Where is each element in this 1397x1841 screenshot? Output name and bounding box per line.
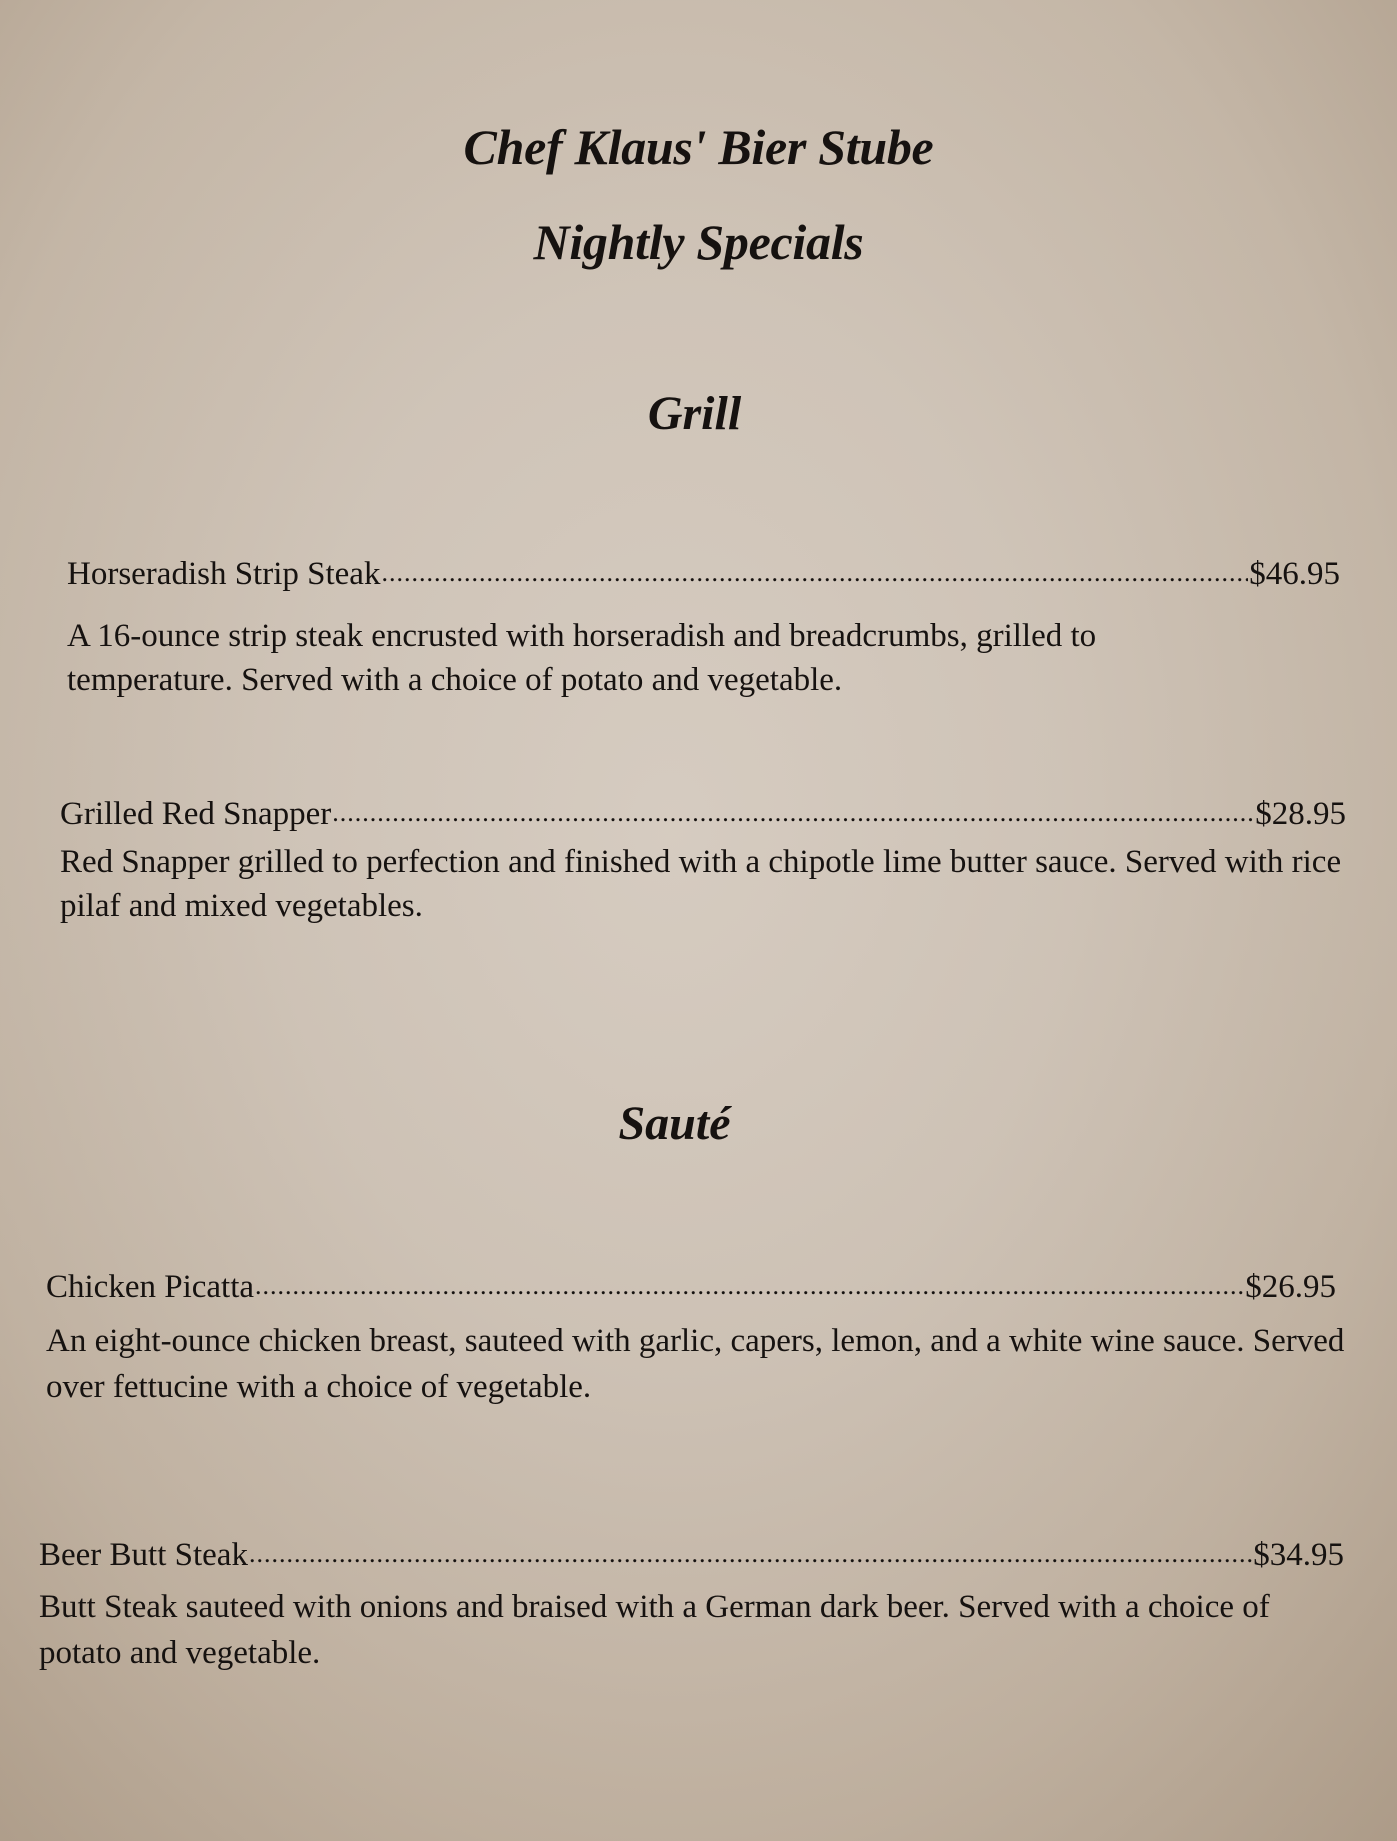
menu-item-price: $26.95 [1245, 1269, 1336, 1305]
menu-item-description: A 16-ounce strip steak encrusted with horseradish and breadcrumbs, grilled to temperature. Served with a choice of potato and vegetable. [67, 618, 1097, 698]
menu-item-price: $46.95 [1249, 556, 1340, 592]
dot-leader [332, 800, 1254, 826]
menu-item-name: Grilled Red Snapper [60, 796, 332, 832]
menu-item-price: $28.95 [1255, 796, 1346, 832]
menu-item-line [60, 798, 1346, 831]
menu-item-line [67, 558, 1340, 591]
section-heading-saute: Sauté [618, 1097, 731, 1150]
menu-item-description: Red Snapper grilled to perfection and finished with a chipotle lime butter sauce. Served with rice pilaf and mixed vegetables. [60, 844, 1342, 924]
dot-leader [249, 1541, 1252, 1567]
menu-item [39, 1539, 1344, 1676]
menu-item [60, 798, 1346, 928]
menu-item [46, 1269, 1345, 1410]
restaurant-title: Chef Klaus' Bier Stube [463, 119, 934, 175]
menu-item [67, 558, 1340, 702]
dot-leader [381, 560, 1248, 586]
menu-item-description: Butt Steak sauteed with onions and braised with a German dark beer. Served with a choice of potato and vegetable. [39, 1589, 1270, 1672]
menu-item-line [46, 1271, 1336, 1304]
menu-subtitle: Nightly Specials [533, 214, 864, 270]
menu-item-description: An eight-ounce chicken breast, sauteed with garlic, capers, lemon, and a white wine sauce. Served over fettucine with a choice of vegetable. [46, 1323, 1345, 1406]
menu-item-name: Horseradish Strip Steak [67, 556, 381, 592]
section-heading-grill: Grill [647, 387, 742, 440]
menu-item-name: Chicken Picatta [46, 1269, 255, 1305]
menu-item-price: $34.95 [1253, 1537, 1344, 1573]
menu-item-line [39, 1539, 1344, 1572]
menu-item-name: Beer Butt Steak [39, 1537, 248, 1573]
dot-leader [255, 1273, 1244, 1299]
